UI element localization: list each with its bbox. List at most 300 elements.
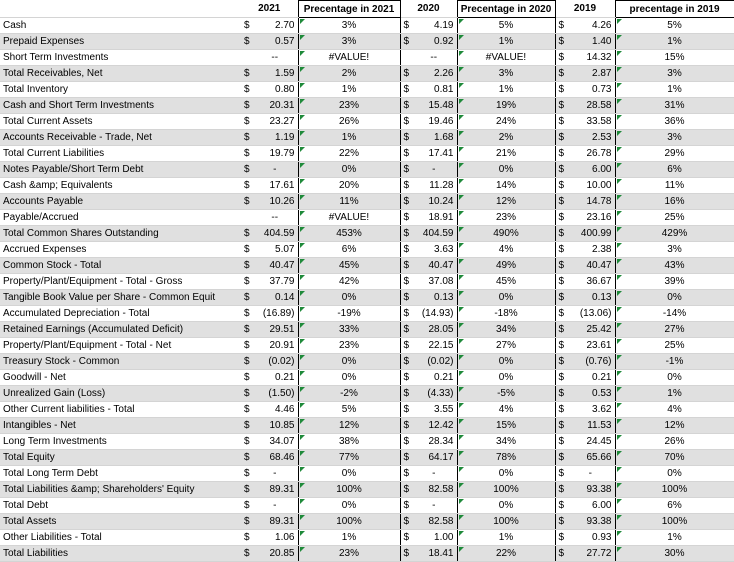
- value-2020[interactable]: 404.59: [412, 226, 457, 242]
- percentage-2019[interactable]: [615, 322, 734, 338]
- row-label[interactable]: Long Term Investments: [0, 434, 241, 450]
- row-label[interactable]: Accrued Expenses: [0, 242, 241, 258]
- percentage-2019[interactable]: [615, 194, 734, 210]
- percentage-2021[interactable]: [298, 514, 400, 530]
- value-2021[interactable]: 404.59: [253, 226, 298, 242]
- currency-symbol-2020[interactable]: [400, 50, 412, 66]
- row-label[interactable]: Total Debt: [0, 498, 241, 514]
- percentage-2020[interactable]: [457, 322, 555, 338]
- currency-symbol-2021[interactable]: [241, 210, 253, 226]
- currency-symbol-2019[interactable]: $: [555, 338, 567, 354]
- percentage-2021[interactable]: [298, 50, 400, 66]
- percentage-2021[interactable]: [298, 530, 400, 546]
- value-2019[interactable]: (13.06): [567, 306, 615, 322]
- percentage-2021[interactable]: [298, 34, 400, 50]
- value-2020[interactable]: 28.05: [412, 322, 457, 338]
- value-2019[interactable]: 10.00: [567, 178, 615, 194]
- currency-symbol-2020[interactable]: $: [400, 482, 412, 498]
- value-2020[interactable]: 12.42: [412, 418, 457, 434]
- currency-symbol-2021[interactable]: $: [241, 178, 253, 194]
- percentage-2020[interactable]: [457, 258, 555, 274]
- value-2020[interactable]: (4.33): [412, 386, 457, 402]
- value-2021[interactable]: 37.79: [253, 274, 298, 290]
- value-2020[interactable]: 18.91: [412, 210, 457, 226]
- currency-symbol-2019[interactable]: $: [555, 34, 567, 50]
- currency-symbol-2021[interactable]: $: [241, 18, 253, 34]
- percentage-2019[interactable]: [615, 530, 734, 546]
- row-label[interactable]: Cash &amp; Equivalents: [0, 178, 241, 194]
- value-2021[interactable]: 1.06: [253, 530, 298, 546]
- percentage-2020[interactable]: [457, 146, 555, 162]
- percentage-2019[interactable]: [615, 50, 734, 66]
- row-label[interactable]: Goodwill - Net: [0, 370, 241, 386]
- value-2019[interactable]: 25.42: [567, 322, 615, 338]
- currency-symbol-2019[interactable]: $: [555, 50, 567, 66]
- header-label-cell[interactable]: [0, 1, 241, 18]
- value-2019[interactable]: 2.53: [567, 130, 615, 146]
- value-2021[interactable]: 89.31: [253, 514, 298, 530]
- value-2021[interactable]: 0.57: [253, 34, 298, 50]
- value-2020[interactable]: (0.02): [412, 354, 457, 370]
- value-2019[interactable]: -: [567, 466, 615, 482]
- currency-symbol-2019[interactable]: $: [555, 162, 567, 178]
- currency-symbol-2021[interactable]: $: [241, 242, 253, 258]
- value-2019[interactable]: 27.72: [567, 546, 615, 562]
- currency-symbol-2020[interactable]: $: [400, 114, 412, 130]
- percentage-2019[interactable]: [615, 114, 734, 130]
- percentage-2021[interactable]: [298, 210, 400, 226]
- currency-symbol-2019[interactable]: $: [555, 434, 567, 450]
- currency-symbol-2020[interactable]: $: [400, 338, 412, 354]
- percentage-2019[interactable]: [615, 514, 734, 530]
- value-2019[interactable]: 33.58: [567, 114, 615, 130]
- percentage-2020[interactable]: [457, 530, 555, 546]
- percentage-2019[interactable]: [615, 450, 734, 466]
- currency-symbol-2019[interactable]: $: [555, 402, 567, 418]
- percentage-2020[interactable]: [457, 34, 555, 50]
- value-2021[interactable]: 1.59: [253, 66, 298, 82]
- value-2019[interactable]: 24.45: [567, 434, 615, 450]
- currency-symbol-2020[interactable]: $: [400, 66, 412, 82]
- value-2021[interactable]: 34.07: [253, 434, 298, 450]
- percentage-2021[interactable]: [298, 130, 400, 146]
- percentage-2021[interactable]: [298, 274, 400, 290]
- percentage-2019[interactable]: [615, 354, 734, 370]
- currency-symbol-2020[interactable]: $: [400, 402, 412, 418]
- currency-symbol-2019[interactable]: $: [555, 194, 567, 210]
- value-2021[interactable]: 2.70: [253, 18, 298, 34]
- currency-symbol-2021[interactable]: $: [241, 66, 253, 82]
- row-label[interactable]: Property/Plant/Equipment - Total - Gross: [0, 274, 241, 290]
- currency-symbol-2021[interactable]: $: [241, 194, 253, 210]
- currency-symbol-2019[interactable]: $: [555, 210, 567, 226]
- row-label[interactable]: Total Equity: [0, 450, 241, 466]
- value-2019[interactable]: 3.62: [567, 402, 615, 418]
- currency-symbol-2019[interactable]: $: [555, 114, 567, 130]
- value-2021[interactable]: 0.80: [253, 82, 298, 98]
- value-2021[interactable]: 0.14: [253, 290, 298, 306]
- percentage-2019[interactable]: [615, 258, 734, 274]
- value-2021[interactable]: -: [253, 466, 298, 482]
- currency-symbol-2021[interactable]: $: [241, 370, 253, 386]
- currency-symbol-2019[interactable]: $: [555, 98, 567, 114]
- currency-symbol-2019[interactable]: $: [555, 322, 567, 338]
- currency-symbol-2020[interactable]: $: [400, 98, 412, 114]
- currency-symbol-2021[interactable]: $: [241, 450, 253, 466]
- currency-symbol-2021[interactable]: $: [241, 258, 253, 274]
- row-label[interactable]: Common Stock - Total: [0, 258, 241, 274]
- currency-symbol-2019[interactable]: $: [555, 258, 567, 274]
- row-label[interactable]: Total Current Liabilities: [0, 146, 241, 162]
- value-2019[interactable]: 93.38: [567, 482, 615, 498]
- row-label[interactable]: Payable/Accrued: [0, 210, 241, 226]
- percentage-2020[interactable]: [457, 98, 555, 114]
- row-label[interactable]: Other Current liabilities - Total: [0, 402, 241, 418]
- percentage-2020[interactable]: [457, 66, 555, 82]
- value-2020[interactable]: 0.13: [412, 290, 457, 306]
- percentage-2019[interactable]: [615, 402, 734, 418]
- currency-symbol-2019[interactable]: $: [555, 498, 567, 514]
- currency-symbol-2019[interactable]: $: [555, 226, 567, 242]
- row-label[interactable]: Notes Payable/Short Term Debt: [0, 162, 241, 178]
- value-2021[interactable]: 4.46: [253, 402, 298, 418]
- currency-symbol-2020[interactable]: $: [400, 210, 412, 226]
- value-2020[interactable]: 15.48: [412, 98, 457, 114]
- percentage-2020[interactable]: [457, 210, 555, 226]
- currency-symbol-2019[interactable]: $: [555, 242, 567, 258]
- header-percentage-2020[interactable]: Precentage in 2020: [457, 1, 555, 18]
- value-2020[interactable]: 10.24: [412, 194, 457, 210]
- currency-symbol-2019[interactable]: $: [555, 18, 567, 34]
- row-label[interactable]: Total Common Shares Outstanding: [0, 226, 241, 242]
- currency-symbol-2021[interactable]: $: [241, 226, 253, 242]
- currency-symbol-2020[interactable]: $: [400, 322, 412, 338]
- currency-symbol-2020[interactable]: $: [400, 546, 412, 562]
- row-label[interactable]: Total Inventory: [0, 82, 241, 98]
- currency-symbol-2020[interactable]: $: [400, 354, 412, 370]
- value-2020[interactable]: 17.41: [412, 146, 457, 162]
- row-label[interactable]: Total Assets: [0, 514, 241, 530]
- percentage-2021[interactable]: [298, 482, 400, 498]
- percentage-2019[interactable]: [615, 498, 734, 514]
- currency-symbol-2019[interactable]: $: [555, 466, 567, 482]
- currency-symbol-2019[interactable]: $: [555, 514, 567, 530]
- currency-symbol-2021[interactable]: $: [241, 322, 253, 338]
- value-2019[interactable]: 0.21: [567, 370, 615, 386]
- currency-symbol-2020[interactable]: $: [400, 290, 412, 306]
- percentage-2020[interactable]: [457, 50, 555, 66]
- percentage-2021[interactable]: [298, 226, 400, 242]
- currency-symbol-2019[interactable]: $: [555, 66, 567, 82]
- percentage-2019[interactable]: [615, 146, 734, 162]
- percentage-2020[interactable]: [457, 114, 555, 130]
- percentage-2019[interactable]: [615, 226, 734, 242]
- header-2021[interactable]: 2021: [241, 1, 298, 18]
- percentage-2021[interactable]: [298, 82, 400, 98]
- percentage-2019[interactable]: [615, 434, 734, 450]
- value-2020[interactable]: 0.81: [412, 82, 457, 98]
- value-2020[interactable]: 0.92: [412, 34, 457, 50]
- percentage-2021[interactable]: [298, 242, 400, 258]
- percentage-2021[interactable]: [298, 178, 400, 194]
- value-2020[interactable]: 37.08: [412, 274, 457, 290]
- row-label[interactable]: Retained Earnings (Accumulated Deficit): [0, 322, 241, 338]
- percentage-2021[interactable]: [298, 466, 400, 482]
- currency-symbol-2020[interactable]: $: [400, 498, 412, 514]
- percentage-2019[interactable]: [615, 306, 734, 322]
- percentage-2020[interactable]: [457, 354, 555, 370]
- row-label[interactable]: Total Receivables, Net: [0, 66, 241, 82]
- percentage-2020[interactable]: [457, 290, 555, 306]
- currency-symbol-2020[interactable]: $: [400, 450, 412, 466]
- value-2019[interactable]: 14.32: [567, 50, 615, 66]
- percentage-2021[interactable]: [298, 498, 400, 514]
- currency-symbol-2021[interactable]: $: [241, 98, 253, 114]
- value-2021[interactable]: 23.27: [253, 114, 298, 130]
- currency-symbol-2019[interactable]: $: [555, 386, 567, 402]
- currency-symbol-2019[interactable]: $: [555, 130, 567, 146]
- currency-symbol-2021[interactable]: $: [241, 482, 253, 498]
- value-2019[interactable]: 400.99: [567, 226, 615, 242]
- percentage-2020[interactable]: [457, 306, 555, 322]
- percentage-2020[interactable]: [457, 514, 555, 530]
- currency-symbol-2019[interactable]: $: [555, 306, 567, 322]
- currency-symbol-2019[interactable]: $: [555, 146, 567, 162]
- percentage-2020[interactable]: [457, 338, 555, 354]
- value-2020[interactable]: 11.28: [412, 178, 457, 194]
- currency-symbol-2019[interactable]: $: [555, 450, 567, 466]
- row-label[interactable]: Total Liabilities &amp; Shareholders' Equity: [0, 482, 241, 498]
- row-label[interactable]: Total Long Term Debt: [0, 466, 241, 482]
- value-2021[interactable]: -: [253, 162, 298, 178]
- percentage-2020[interactable]: [457, 386, 555, 402]
- currency-symbol-2021[interactable]: $: [241, 546, 253, 562]
- percentage-2020[interactable]: [457, 162, 555, 178]
- currency-symbol-2020[interactable]: $: [400, 258, 412, 274]
- percentage-2020[interactable]: [457, 274, 555, 290]
- percentage-2019[interactable]: [615, 162, 734, 178]
- currency-symbol-2019[interactable]: $: [555, 290, 567, 306]
- currency-symbol-2021[interactable]: $: [241, 274, 253, 290]
- currency-symbol-2020[interactable]: $: [400, 194, 412, 210]
- value-2020[interactable]: --: [412, 50, 457, 66]
- percentage-2020[interactable]: [457, 194, 555, 210]
- currency-symbol-2021[interactable]: $: [241, 114, 253, 130]
- percentage-2021[interactable]: [298, 258, 400, 274]
- currency-symbol-2019[interactable]: $: [555, 274, 567, 290]
- percentage-2020[interactable]: [457, 402, 555, 418]
- currency-symbol-2020[interactable]: $: [400, 226, 412, 242]
- currency-symbol-2021[interactable]: $: [241, 354, 253, 370]
- value-2019[interactable]: 36.67: [567, 274, 615, 290]
- percentage-2019[interactable]: [615, 66, 734, 82]
- percentage-2021[interactable]: [298, 98, 400, 114]
- percentage-2021[interactable]: [298, 354, 400, 370]
- percentage-2021[interactable]: [298, 402, 400, 418]
- value-2021[interactable]: 20.91: [253, 338, 298, 354]
- value-2021[interactable]: (1.50): [253, 386, 298, 402]
- value-2019[interactable]: 11.53: [567, 418, 615, 434]
- currency-symbol-2021[interactable]: $: [241, 82, 253, 98]
- value-2021[interactable]: 0.21: [253, 370, 298, 386]
- value-2020[interactable]: -: [412, 466, 457, 482]
- percentage-2019[interactable]: [615, 242, 734, 258]
- percentage-2020[interactable]: [457, 498, 555, 514]
- currency-symbol-2020[interactable]: $: [400, 162, 412, 178]
- currency-symbol-2021[interactable]: [241, 50, 253, 66]
- value-2020[interactable]: -: [412, 162, 457, 178]
- currency-symbol-2020[interactable]: $: [400, 434, 412, 450]
- percentage-2020[interactable]: [457, 450, 555, 466]
- value-2020[interactable]: 18.41: [412, 546, 457, 562]
- value-2021[interactable]: 89.31: [253, 482, 298, 498]
- value-2021[interactable]: 10.85: [253, 418, 298, 434]
- percentage-2020[interactable]: [457, 434, 555, 450]
- currency-symbol-2021[interactable]: $: [241, 418, 253, 434]
- value-2019[interactable]: 93.38: [567, 514, 615, 530]
- row-label[interactable]: Cash: [0, 18, 241, 34]
- currency-symbol-2020[interactable]: $: [400, 18, 412, 34]
- percentage-2021[interactable]: [298, 418, 400, 434]
- row-label[interactable]: Accumulated Depreciation - Total: [0, 306, 241, 322]
- percentage-2019[interactable]: [615, 386, 734, 402]
- value-2021[interactable]: 17.61: [253, 178, 298, 194]
- currency-symbol-2020[interactable]: $: [400, 82, 412, 98]
- currency-symbol-2021[interactable]: $: [241, 290, 253, 306]
- percentage-2021[interactable]: [298, 18, 400, 34]
- value-2020[interactable]: 3.63: [412, 242, 457, 258]
- percentage-2020[interactable]: [457, 18, 555, 34]
- value-2019[interactable]: 0.53: [567, 386, 615, 402]
- currency-symbol-2020[interactable]: $: [400, 370, 412, 386]
- value-2019[interactable]: 6.00: [567, 162, 615, 178]
- currency-symbol-2020[interactable]: $: [400, 466, 412, 482]
- percentage-2019[interactable]: [615, 290, 734, 306]
- percentage-2020[interactable]: [457, 226, 555, 242]
- value-2019[interactable]: 0.13: [567, 290, 615, 306]
- value-2019[interactable]: 2.38: [567, 242, 615, 258]
- value-2020[interactable]: 82.58: [412, 482, 457, 498]
- percentage-2021[interactable]: [298, 370, 400, 386]
- value-2020[interactable]: (14.93): [412, 306, 457, 322]
- value-2019[interactable]: 0.93: [567, 530, 615, 546]
- value-2021[interactable]: --: [253, 50, 298, 66]
- value-2019[interactable]: 2.87: [567, 66, 615, 82]
- percentage-2021[interactable]: [298, 162, 400, 178]
- percentage-2020[interactable]: [457, 482, 555, 498]
- percentage-2021[interactable]: [298, 114, 400, 130]
- value-2021[interactable]: 20.85: [253, 546, 298, 562]
- percentage-2020[interactable]: [457, 130, 555, 146]
- percentage-2019[interactable]: [615, 418, 734, 434]
- row-label[interactable]: Prepaid Expenses: [0, 34, 241, 50]
- value-2019[interactable]: 0.73: [567, 82, 615, 98]
- row-label[interactable]: Unrealized Gain (Loss): [0, 386, 241, 402]
- currency-symbol-2019[interactable]: $: [555, 370, 567, 386]
- percentage-2019[interactable]: [615, 98, 734, 114]
- percentage-2021[interactable]: [298, 146, 400, 162]
- currency-symbol-2021[interactable]: $: [241, 530, 253, 546]
- currency-symbol-2020[interactable]: $: [400, 386, 412, 402]
- value-2021[interactable]: 1.19: [253, 130, 298, 146]
- value-2020[interactable]: 22.15: [412, 338, 457, 354]
- value-2020[interactable]: 3.55: [412, 402, 457, 418]
- percentage-2021[interactable]: [298, 306, 400, 322]
- value-2021[interactable]: 5.07: [253, 242, 298, 258]
- currency-symbol-2020[interactable]: $: [400, 130, 412, 146]
- percentage-2019[interactable]: [615, 178, 734, 194]
- percentage-2020[interactable]: [457, 82, 555, 98]
- percentage-2019[interactable]: [615, 546, 734, 562]
- value-2019[interactable]: (0.76): [567, 354, 615, 370]
- currency-symbol-2021[interactable]: $: [241, 162, 253, 178]
- value-2021[interactable]: (16.89): [253, 306, 298, 322]
- value-2020[interactable]: 2.26: [412, 66, 457, 82]
- currency-symbol-2019[interactable]: $: [555, 418, 567, 434]
- percentage-2021[interactable]: [298, 338, 400, 354]
- value-2021[interactable]: 19.79: [253, 146, 298, 162]
- percentage-2019[interactable]: [615, 18, 734, 34]
- value-2020[interactable]: 82.58: [412, 514, 457, 530]
- header-percentage-2021[interactable]: Precentage in 2021: [298, 1, 400, 18]
- percentage-2021[interactable]: [298, 434, 400, 450]
- percentage-2019[interactable]: [615, 210, 734, 226]
- percentage-2021[interactable]: [298, 386, 400, 402]
- percentage-2019[interactable]: [615, 274, 734, 290]
- currency-symbol-2020[interactable]: $: [400, 274, 412, 290]
- currency-symbol-2021[interactable]: $: [241, 146, 253, 162]
- currency-symbol-2020[interactable]: $: [400, 178, 412, 194]
- value-2021[interactable]: --: [253, 210, 298, 226]
- currency-symbol-2020[interactable]: $: [400, 418, 412, 434]
- value-2021[interactable]: -: [253, 498, 298, 514]
- row-label[interactable]: Total Current Assets: [0, 114, 241, 130]
- row-label[interactable]: Accounts Payable: [0, 194, 241, 210]
- currency-symbol-2021[interactable]: $: [241, 338, 253, 354]
- value-2020[interactable]: -: [412, 498, 457, 514]
- currency-symbol-2019[interactable]: $: [555, 354, 567, 370]
- currency-symbol-2019[interactable]: $: [555, 546, 567, 562]
- value-2020[interactable]: 19.46: [412, 114, 457, 130]
- row-label[interactable]: Property/Plant/Equipment - Total - Net: [0, 338, 241, 354]
- row-label[interactable]: Accounts Receivable - Trade, Net: [0, 130, 241, 146]
- value-2019[interactable]: 4.26: [567, 18, 615, 34]
- currency-symbol-2019[interactable]: $: [555, 482, 567, 498]
- percentage-2019[interactable]: [615, 370, 734, 386]
- value-2019[interactable]: 23.16: [567, 210, 615, 226]
- currency-symbol-2021[interactable]: $: [241, 434, 253, 450]
- header-percentage-2019[interactable]: precentage in 2019: [615, 1, 734, 18]
- value-2021[interactable]: 10.26: [253, 194, 298, 210]
- percentage-2021[interactable]: [298, 546, 400, 562]
- value-2020[interactable]: 1.68: [412, 130, 457, 146]
- percentage-2021[interactable]: [298, 194, 400, 210]
- percentage-2019[interactable]: [615, 338, 734, 354]
- percentage-2020[interactable]: [457, 370, 555, 386]
- row-label[interactable]: Intangibles - Net: [0, 418, 241, 434]
- value-2019[interactable]: 40.47: [567, 258, 615, 274]
- percentage-2020[interactable]: [457, 178, 555, 194]
- currency-symbol-2020[interactable]: $: [400, 514, 412, 530]
- value-2020[interactable]: 1.00: [412, 530, 457, 546]
- currency-symbol-2019[interactable]: $: [555, 178, 567, 194]
- currency-symbol-2020[interactable]: $: [400, 306, 412, 322]
- value-2021[interactable]: (0.02): [253, 354, 298, 370]
- percentage-2019[interactable]: [615, 34, 734, 50]
- value-2020[interactable]: 4.19: [412, 18, 457, 34]
- percentage-2021[interactable]: [298, 290, 400, 306]
- value-2019[interactable]: 6.00: [567, 498, 615, 514]
